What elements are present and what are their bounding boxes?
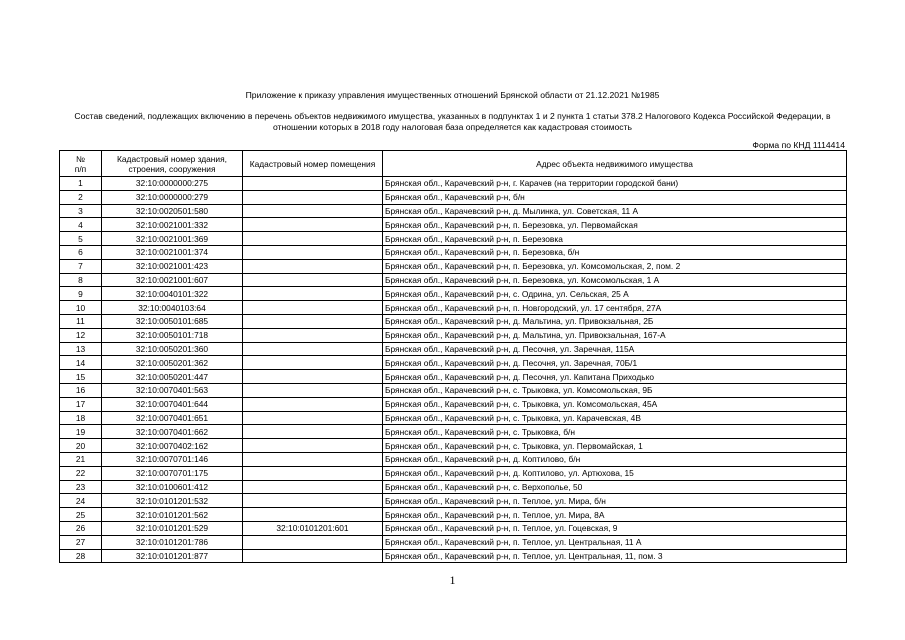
building-cadastral-cell: 32:10:0101201:529	[102, 521, 243, 535]
room-cadastral-cell	[243, 383, 383, 397]
row-number-cell: 3	[60, 204, 102, 218]
room-cadastral-cell	[243, 190, 383, 204]
room-cadastral-cell	[243, 232, 383, 246]
address-cell: Брянская обл., Карачевский р-н, с. Трыковка, ул. Комсомольская, 45А	[383, 397, 847, 411]
table-row	[60, 287, 847, 301]
table-body	[60, 177, 847, 563]
address-cell: Брянская обл., Карачевский р-н, п. Теплое, ул. Мира, б/н	[383, 494, 847, 508]
table-row	[60, 342, 847, 356]
room-cadastral-cell	[243, 508, 383, 522]
row-number-cell: 12	[60, 328, 102, 342]
row-number-cell: 7	[60, 259, 102, 273]
row-number-cell: 14	[60, 356, 102, 370]
address-cell: Брянская обл., Карачевский р-н, д. Песочня, ул. Капитана Приходько	[383, 370, 847, 384]
table-header-row	[60, 151, 847, 177]
room-cadastral-cell	[243, 218, 383, 232]
room-cadastral-cell	[243, 328, 383, 342]
building-cadastral-cell: 32:10:0070701:175	[102, 466, 243, 480]
room-cadastral-cell	[243, 177, 383, 191]
address-cell: Брянская обл., Карачевский р-н, п. Березовка	[383, 232, 847, 246]
building-cadastral-cell: 32:10:0050201:360	[102, 342, 243, 356]
table-row	[60, 204, 847, 218]
building-cadastral-cell: 32:10:0070402:162	[102, 439, 243, 453]
form-code-label: Форма по КНД 1114414	[752, 140, 845, 150]
building-cadastral-cell: 32:10:0021001:332	[102, 218, 243, 232]
table-row	[60, 549, 847, 563]
table-row	[60, 356, 847, 370]
address-cell: Брянская обл., Карачевский р-н, п. Теплое, ул. Центральная, 11 А	[383, 535, 847, 549]
address-cell: Брянская обл., Карачевский р-н, д. Коптилово, б/н	[383, 452, 847, 466]
table-row	[60, 232, 847, 246]
address-cell: Брянская обл., Карачевский р-н, с. Одрина, ул. Сельская, 25 А	[383, 287, 847, 301]
row-number-cell: 10	[60, 301, 102, 315]
room-cadastral-cell	[243, 370, 383, 384]
table-row	[60, 452, 847, 466]
building-cadastral-cell: 32:10:0070401:651	[102, 411, 243, 425]
address-cell: Брянская обл., Карачевский р-н, д. Песочня, ул. Заречная, 115А	[383, 342, 847, 356]
header-room-cadastral: Кадастровый номер помещения	[243, 151, 383, 177]
row-number-cell: 6	[60, 245, 102, 259]
building-cadastral-cell: 32:10:0070401:644	[102, 397, 243, 411]
document-title: Приложение к приказу управления имущественных отношений Брянской области от 21.12.2021 №1985	[245, 90, 660, 100]
building-cadastral-cell: 32:10:0070701:146	[102, 452, 243, 466]
row-number-cell: 28	[60, 549, 102, 563]
building-cadastral-cell: 32:10:0040101:322	[102, 287, 243, 301]
address-cell: Брянская обл., Карачевский р-н, п. Березовка, ул. Первомайская	[383, 218, 847, 232]
building-cadastral-cell: 32:10:0101201:532	[102, 494, 243, 508]
row-number-cell: 18	[60, 411, 102, 425]
building-cadastral-cell: 32:10:0101201:786	[102, 535, 243, 549]
row-number-cell: 8	[60, 273, 102, 287]
row-number-cell: 25	[60, 508, 102, 522]
address-cell: Брянская обл., Карачевский р-н, с. Трыковка, ул. Карачевская, 4В	[383, 411, 847, 425]
table-row	[60, 177, 847, 191]
address-cell: Брянская обл., Карачевский р-н, д. Песочня, ул. Заречная, 70Б/1	[383, 356, 847, 370]
table-row	[60, 245, 847, 259]
address-cell: Брянская обл., Карачевский р-н, д. Мальтина, ул. Привокзальная, 167-А	[383, 328, 847, 342]
table-row	[60, 273, 847, 287]
property-registry-table	[59, 150, 847, 563]
row-number-cell: 1	[60, 177, 102, 191]
table-row	[60, 411, 847, 425]
row-number-cell: 23	[60, 480, 102, 494]
header-building-line-2: строения, сооружения	[128, 163, 216, 174]
table-row	[60, 521, 847, 535]
row-number-cell: 11	[60, 314, 102, 328]
row-number-cell: 13	[60, 342, 102, 356]
row-number-cell: 24	[60, 494, 102, 508]
building-cadastral-cell: 32:10:0050201:362	[102, 356, 243, 370]
header-building-line-1: Кадастровый номер здания,	[117, 153, 227, 164]
room-cadastral-cell	[243, 287, 383, 301]
building-cadastral-cell: 32:10:0040103:64	[102, 301, 243, 315]
table-row	[60, 301, 847, 315]
subtitle-line-1: Состав сведений, подлежащих включению в перечень объектов недвижимого имущества, указанных в подпунктах 1 и 2 пункта 1 статьи 378.2 Налогового Кодекса Российской Федерации, в	[74, 111, 831, 121]
table-row	[60, 439, 847, 453]
address-cell: Брянская обл., Карачевский р-н, д. Мылинка, ул. Советская, 11 А	[383, 204, 847, 218]
room-cadastral-cell	[243, 425, 383, 439]
page-number: 1	[449, 573, 456, 587]
row-number-cell: 20	[60, 439, 102, 453]
address-cell: Брянская обл., Карачевский р-н, п. Теплое, ул. Мира, 8А	[383, 508, 847, 522]
table-row	[60, 535, 847, 549]
address-cell: Брянская обл., Карачевский р-н, п. Березовка, б/н	[383, 245, 847, 259]
building-cadastral-cell: 32:10:0021001:374	[102, 245, 243, 259]
room-cadastral-cell	[243, 356, 383, 370]
room-cadastral-cell	[243, 411, 383, 425]
room-cadastral-cell	[243, 466, 383, 480]
document-subtitle	[70, 111, 835, 132]
header-row-number-line-1: №	[76, 153, 85, 164]
table-row	[60, 397, 847, 411]
row-number-cell: 2	[60, 190, 102, 204]
row-number-cell: 19	[60, 425, 102, 439]
address-cell: Брянская обл., Карачевский р-н, п. Новгородский, ул. 17 сентября, 27А	[383, 301, 847, 315]
building-cadastral-cell: 32:10:0020501:580	[102, 204, 243, 218]
table-row	[60, 190, 847, 204]
row-number-cell: 16	[60, 383, 102, 397]
address-cell: Брянская обл., Карачевский р-н, д. Мальтина, ул. Привокзальная, 2Б	[383, 314, 847, 328]
address-cell: Брянская обл., Карачевский р-н, д. Коптилово, ул. Артюхова, 15	[383, 466, 847, 480]
room-cadastral-cell	[243, 452, 383, 466]
building-cadastral-cell: 32:10:0101201:877	[102, 549, 243, 563]
table-row	[60, 328, 847, 342]
row-number-cell: 17	[60, 397, 102, 411]
table-row	[60, 425, 847, 439]
room-cadastral-cell	[243, 549, 383, 563]
building-cadastral-cell: 32:10:0000000:275	[102, 177, 243, 191]
table-row	[60, 508, 847, 522]
subtitle-line-2: отношении которых в 2018 году налоговая база определяется как кадастровая стоимость	[272, 121, 633, 132]
row-number-cell: 22	[60, 466, 102, 480]
room-cadastral-cell	[243, 314, 383, 328]
address-cell: Брянская обл., Карачевский р-н, б/н	[383, 190, 847, 204]
table-row	[60, 218, 847, 232]
header-building-cadastral	[102, 151, 243, 177]
address-cell: Брянская обл., Карачевский р-н, с. Трыковка, ул. Первомайская, 1	[383, 439, 847, 453]
address-cell: Брянская обл., Карачевский р-н, с. Верхополье, 50	[383, 480, 847, 494]
room-cadastral-cell	[243, 204, 383, 218]
header-row-number	[60, 151, 102, 177]
table-row	[60, 314, 847, 328]
building-cadastral-cell: 32:10:0070401:563	[102, 383, 243, 397]
building-cadastral-cell: 32:10:0100601:412	[102, 480, 243, 494]
address-cell: Брянская обл., Карачевский р-н, п. Теплое, ул. Гоцевская, 9	[383, 521, 847, 535]
building-cadastral-cell: 32:10:0021001:369	[102, 232, 243, 246]
header-row-number-line-2: п/п	[74, 163, 87, 174]
table-row	[60, 494, 847, 508]
row-number-cell: 21	[60, 452, 102, 466]
building-cadastral-cell: 32:10:0000000:279	[102, 190, 243, 204]
address-cell: Брянская обл., Карачевский р-н, с. Трыковка, б/н	[383, 425, 847, 439]
table-row	[60, 383, 847, 397]
room-cadastral-cell	[243, 273, 383, 287]
row-number-cell: 5	[60, 232, 102, 246]
room-cadastral-cell: 32:10:0101201:601	[243, 521, 383, 535]
building-cadastral-cell: 32:10:0021001:607	[102, 273, 243, 287]
room-cadastral-cell	[243, 535, 383, 549]
room-cadastral-cell	[243, 480, 383, 494]
building-cadastral-cell: 32:10:0050101:718	[102, 328, 243, 342]
row-number-cell: 27	[60, 535, 102, 549]
address-cell: Брянская обл., Карачевский р-н, п. Березовка, ул. Комсомольская, 1 А	[383, 273, 847, 287]
building-cadastral-cell: 32:10:0101201:562	[102, 508, 243, 522]
table-row	[60, 259, 847, 273]
room-cadastral-cell	[243, 301, 383, 315]
room-cadastral-cell	[243, 259, 383, 273]
address-cell: Брянская обл., Карачевский р-н, п. Березовка, ул. Комсомольская, 2, пом. 2	[383, 259, 847, 273]
row-number-cell: 15	[60, 370, 102, 384]
room-cadastral-cell	[243, 245, 383, 259]
building-cadastral-cell: 32:10:0070401:662	[102, 425, 243, 439]
room-cadastral-cell	[243, 342, 383, 356]
table-row	[60, 466, 847, 480]
address-cell: Брянская обл., Карачевский р-н, п. Теплое, ул. Центральная, 11, пом. 3	[383, 549, 847, 563]
row-number-cell: 9	[60, 287, 102, 301]
row-number-cell: 26	[60, 521, 102, 535]
address-cell: Брянская обл., Карачевский р-н, с. Трыковка, ул. Комсомольская, 9Б	[383, 383, 847, 397]
header-address: Адрес объекта недвижимого имущества	[383, 151, 847, 177]
building-cadastral-cell: 32:10:0050201:447	[102, 370, 243, 384]
row-number-cell: 4	[60, 218, 102, 232]
table-row	[60, 480, 847, 494]
building-cadastral-cell: 32:10:0021001:423	[102, 259, 243, 273]
building-cadastral-cell: 32:10:0050101:685	[102, 314, 243, 328]
room-cadastral-cell	[243, 494, 383, 508]
address-cell: Брянская обл., Карачевский р-н, г. Карачев (на территории городской бани)	[383, 177, 847, 191]
room-cadastral-cell	[243, 397, 383, 411]
table-row	[60, 370, 847, 384]
room-cadastral-cell	[243, 439, 383, 453]
